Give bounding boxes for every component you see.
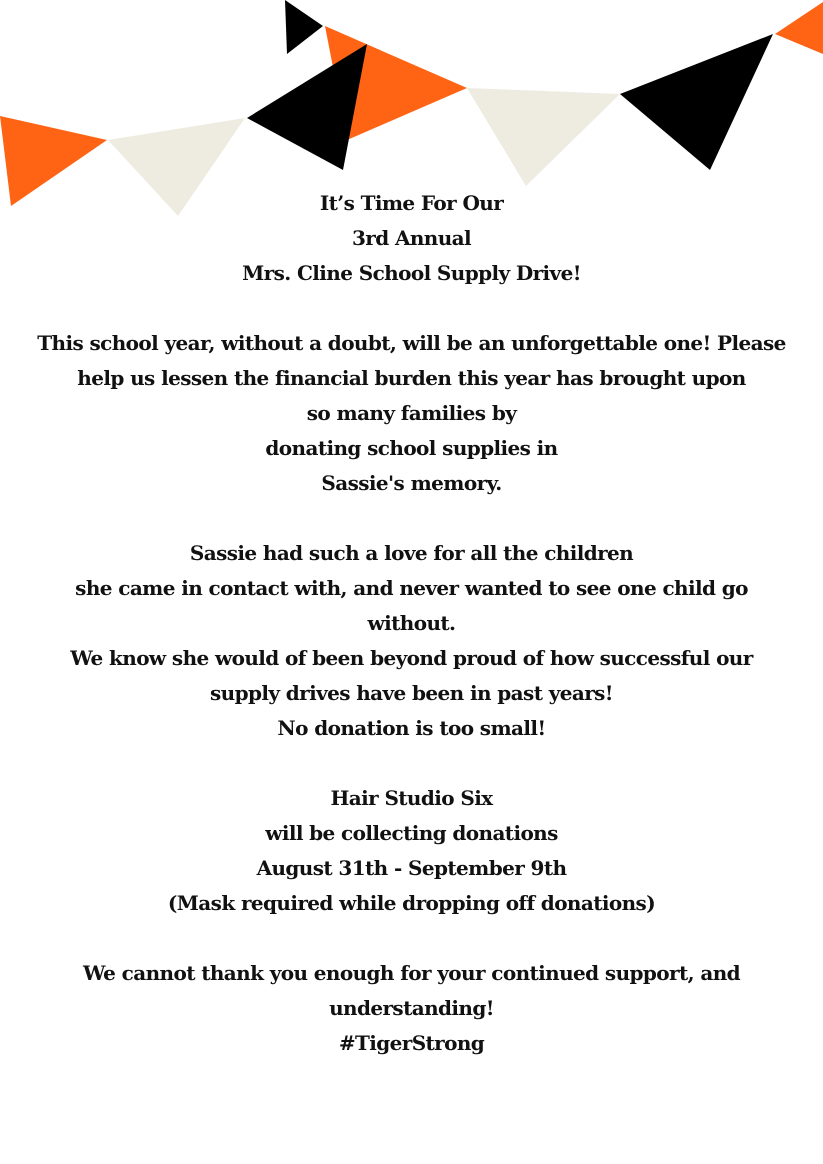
intro-line-1: This school year, without a doubt, will be an unforgettable one! Please bbox=[37, 331, 786, 355]
details-line-3: August 31th - September 9th bbox=[256, 856, 567, 880]
tribute-line-6: No donation is too small! bbox=[277, 716, 546, 740]
paragraph-gap bbox=[0, 746, 823, 781]
pennant-flag-black-small-top bbox=[285, 0, 323, 54]
heading-line-3: Mrs. Cline School Supply Drive! bbox=[242, 261, 581, 285]
details-paragraph bbox=[0, 781, 823, 921]
pennant-flag-cream-center bbox=[467, 88, 620, 186]
closing-line-3: #TigerStrong bbox=[338, 1031, 485, 1055]
paragraph-gap bbox=[0, 291, 823, 326]
details-line-4: (Mask required while dropping off donations) bbox=[167, 891, 656, 915]
pennant-flag-black-center bbox=[247, 44, 367, 170]
flyer-text bbox=[0, 186, 823, 1061]
tribute-paragraph bbox=[0, 536, 823, 746]
heading-line-1: It’s Time For Our bbox=[319, 191, 504, 215]
tribute-line-4: We know she would of been beyond proud of how successful our bbox=[70, 646, 753, 670]
intro-line-2: help us lessen the financial burden this year has brought upon bbox=[77, 366, 746, 390]
closing-line-2: understanding! bbox=[329, 996, 494, 1020]
closing-line-1: We cannot thank you enough for your continued support, and bbox=[82, 961, 741, 985]
details-line-1: Hair Studio Six bbox=[330, 786, 493, 810]
tribute-line-5: supply drives have been in past years! bbox=[210, 681, 613, 705]
closing-paragraph bbox=[0, 956, 823, 1061]
intro-line-5: Sassie's memory. bbox=[321, 471, 502, 495]
pennant-flag-orange-right bbox=[775, 2, 823, 54]
tribute-line-3: without. bbox=[367, 611, 456, 635]
heading-section bbox=[0, 186, 823, 291]
paragraph-gap bbox=[0, 501, 823, 536]
paragraph-gap bbox=[0, 921, 823, 956]
heading-line-2: 3rd Annual bbox=[351, 226, 472, 250]
intro-paragraph bbox=[0, 326, 823, 501]
details-line-2: will be collecting donations bbox=[265, 821, 558, 845]
intro-line-4: donating school supplies in bbox=[265, 436, 558, 460]
intro-line-3: so many families by bbox=[306, 401, 517, 425]
tribute-line-1: Sassie had such a love for all the children bbox=[189, 541, 634, 565]
tribute-line-2: she came in contact with, and never wanted to see one child go bbox=[75, 576, 748, 600]
pennant-flag-black-right bbox=[620, 34, 773, 170]
